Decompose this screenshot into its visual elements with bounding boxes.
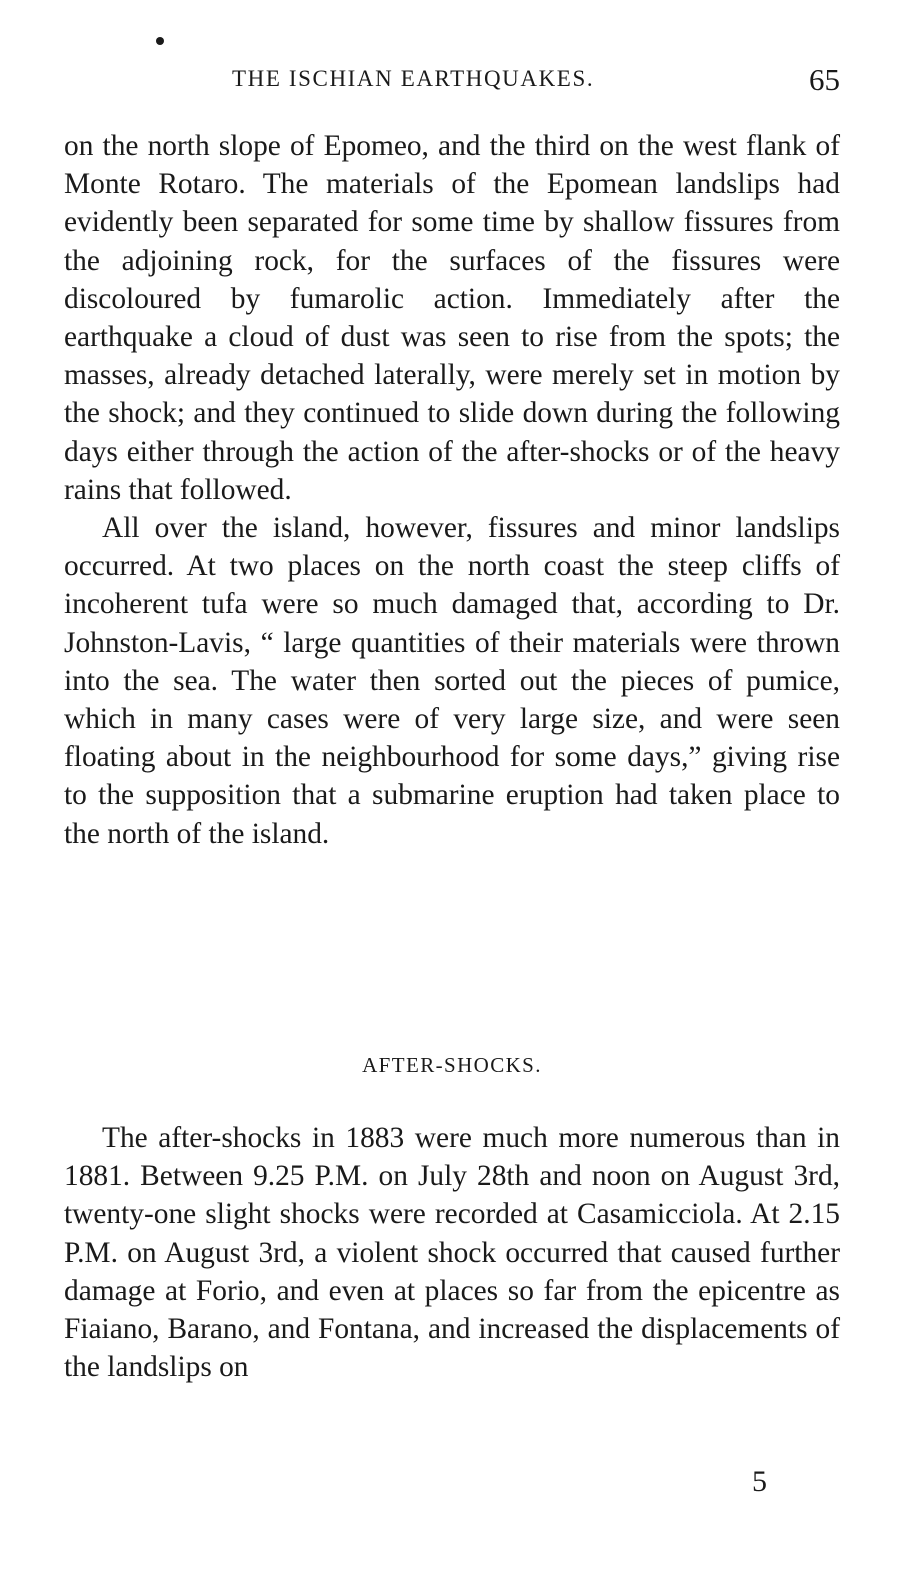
section-body <box>64 1119 840 1386</box>
running-head <box>64 62 840 106</box>
running-title: THE ISCHIAN EARTHQUAKES. <box>232 66 595 91</box>
body-text <box>64 127 840 853</box>
section-heading: AFTER-SHOCKS. <box>362 1053 542 1077</box>
page-number: 65 <box>809 62 840 97</box>
ink-dot <box>156 37 164 45</box>
paragraph-1: on the north slope of Epomeo, and the third on the west flank of Monte Rotaro. The materials of the Epomean landslips had evidently been separated for some time by shallow fissures from the adjoining rock, for the surfaces of the fissures were discoloured by fumarolic action. Immediately after the earthquake a cloud of dust was seen to rise from the spots; the masses, already detached laterally, were merely set in motion by the shock; and they continued to slide down during the following days either through the action of the after-shocks or of the heavy rains that followed. <box>64 130 840 506</box>
signature-mark: 5 <box>752 1465 767 1498</box>
paragraph-2: All over the island, however, fissures and minor landslips occurred. At two places on the north coast the steep cliffs of incoherent tufa were so much damaged that, according to Dr. Johnston-Lavis, “ large quantities of their materials were thrown into the sea. The water then sorted out the pieces of pumice, which in many cases were of very large size, and were seen floating about in the neighbourhood for some days,” giving rise to the supposition that a submarine eruption had taken place to the north of the island. <box>64 512 840 850</box>
paragraph-3: The after-shocks in 1883 were much more numerous than in 1881. Between 9.25 P.M. on July 28th and noon on August 3rd, twenty-one slight shocks were recorded at Casamicciola. At 2.15 P.M. on August 3rd, a violent shock occurred that caused further damage at Forio, and even at places so far from the epicentre as Fiaiano, Barano, and Fontana, and increased the displacements of the landslips on <box>64 1122 840 1384</box>
